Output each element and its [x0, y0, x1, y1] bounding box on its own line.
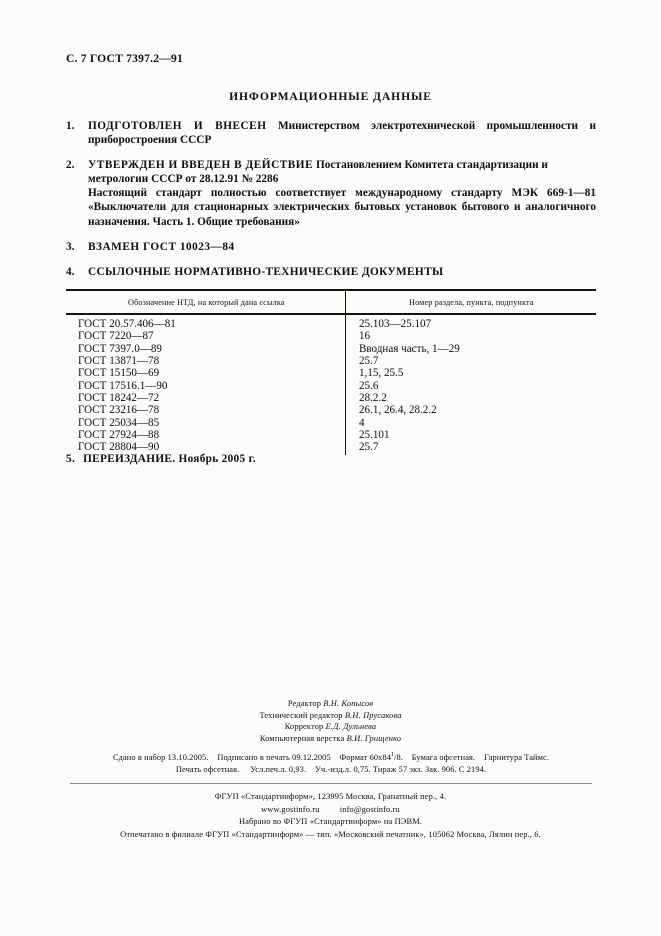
- table-cell-clause: 26.1, 26.4, 28.2.2: [359, 404, 437, 417]
- section-number: 5.: [66, 453, 76, 465]
- imprint-format: [340, 753, 403, 762]
- table-cell-clause: 4: [359, 416, 365, 429]
- table-column-documents: [66, 318, 345, 454]
- publisher-typeset-note: Набрано во ФГУП «Стандартинформ» на ПЭВМ.: [238, 817, 423, 827]
- table-cell-document: ГОСТ 28804—90: [78, 441, 160, 454]
- credit-person: В.Н. Прусакова: [344, 710, 402, 720]
- table-cell-document: ГОСТ 18242—72: [78, 392, 160, 405]
- table-cell-clause: 25.7: [359, 441, 379, 454]
- credit-line: [0, 721, 661, 733]
- credit-line: [0, 733, 661, 745]
- imprint-format-superscript: 1: [391, 752, 395, 759]
- running-head: С. 7 ГОСТ 7397.2—91: [66, 52, 183, 65]
- section-body: [88, 119, 596, 147]
- table-cell-clause: 28.2.2: [359, 392, 387, 405]
- section-extra-text: Настоящий стандарт полностью соответствует международному стандарту МЭК 669-1—81 «Выключатели для стационарных электрических бытовых установок бытового и аналогичного назначения. Часть 1. Общие требования»: [88, 187, 596, 228]
- table-column-divider: [345, 315, 346, 455]
- editorial-credits: [0, 698, 661, 744]
- imprint-format-suffix: /8.: [394, 753, 403, 762]
- table-header-row: [66, 291, 596, 315]
- table-cell-clause: 25.6: [359, 379, 379, 392]
- page-title: ИНФОРМАЦИОННЫЕ ДАННЫЕ: [229, 90, 432, 103]
- table-cell-clause: 25.7: [359, 355, 379, 368]
- section-lead: ПОДГОТОВЛЕН И ВНЕСЕН: [88, 120, 267, 132]
- column-header-document: Обозначение НТД, на который дана ссылка: [128, 298, 285, 307]
- credit-role: Корректор: [284, 722, 324, 732]
- table-cell-document: ГОСТ 20.57.406—81: [78, 318, 176, 330]
- table-cell-document: ГОСТ 13871—78: [78, 355, 160, 368]
- section-text: Министерством электротехнической промышленности и приборостроения СССР: [88, 120, 596, 147]
- section-replaces: [66, 240, 596, 254]
- section-lead: ВЗАМЕН ГОСТ 10023—84: [88, 240, 235, 253]
- informational-sections: [66, 119, 596, 290]
- section-reference-documents: [66, 265, 596, 279]
- section-prepared-by: [66, 119, 596, 147]
- publisher-email[interactable]: info@gostinfo.ru: [339, 804, 400, 814]
- table-cell-document: ГОСТ 25034—85: [78, 416, 160, 429]
- section-body: [88, 265, 596, 279]
- reference-documents-table: [66, 289, 596, 454]
- imprint-conventional-sheets: Усл.печ.л. 0,93.: [250, 765, 307, 775]
- imprint-typeset-date: Сдано в набор 13.10.2005.: [112, 753, 209, 762]
- section-text: Постановлением Комитета стандартизации и метрологии СССР от 28.12.91 № 2286: [88, 159, 548, 186]
- credit-line: [0, 698, 661, 710]
- credit-person: В.Н. Копысов: [323, 699, 374, 708]
- imprint-line-2: [66, 764, 596, 776]
- publisher-contacts: [40, 804, 621, 817]
- imprint-format-prefix: Формат 60x84: [339, 753, 392, 762]
- credit-role: Редактор: [287, 699, 322, 708]
- table-column-clauses: [345, 318, 592, 454]
- imprint-print-method: Печать офсетная.: [175, 765, 240, 775]
- section-number: 1.: [66, 120, 75, 132]
- publisher-printed-note: Отпечатано в филиале ФГУП «Стандартинформ» — тип. «Московский печатник», 105062 Москва, Лялин пер., 6.: [120, 829, 541, 839]
- table-body: [66, 315, 596, 454]
- table-cell-document: ГОСТ 23216—78: [78, 404, 160, 417]
- section-reissue: [66, 453, 256, 465]
- table-column-divider: [345, 291, 346, 313]
- section-number: 3.: [66, 240, 75, 253]
- publisher-block: [40, 791, 621, 841]
- table-cell-document: ГОСТ 15150—69: [78, 367, 160, 380]
- table-cell-document: ГОСТ 7397.0—89: [78, 342, 162, 355]
- credit-person: Е.Д. Дульнева: [325, 722, 377, 732]
- credit-person: В.И. Грищенко: [346, 733, 402, 743]
- column-header-clause: Номер раздела, пункта, подпункта: [409, 298, 534, 307]
- section-body: [88, 240, 596, 254]
- table-cell-clause: 25.101: [359, 429, 390, 442]
- table-cell-clause: 16: [359, 330, 371, 343]
- section-number: 4.: [66, 265, 75, 278]
- table-cell-clause: Вводная часть, 1—29: [359, 342, 460, 355]
- credit-line: [0, 710, 661, 722]
- section-text: ПЕРЕИЗДАНИЕ. Ноябрь 2005 г.: [83, 453, 256, 465]
- imprint-line-1: [66, 752, 596, 764]
- section-body: [88, 158, 596, 186]
- section-approved-by: [66, 158, 596, 228]
- publisher-address: ФГУП «Стандартинформ», 123995 Москва, Гранатный пер., 4.: [214, 792, 447, 801]
- table-cell-clause: 1,15, 25.5: [359, 367, 404, 380]
- table-cell-document: ГОСТ 7220—87: [78, 330, 154, 343]
- print-imprint: [66, 752, 596, 777]
- section-lead: ССЫЛОЧНЫЕ НОРМАТИВНО-ТЕХНИЧЕСКИЕ ДОКУМЕНТЫ: [88, 265, 444, 278]
- publisher-website[interactable]: www.gostinfo.ru: [261, 804, 320, 814]
- section-number: 2.: [66, 159, 75, 172]
- table-cell-document: ГОСТ 17516.1—90: [78, 379, 168, 392]
- imprint-typeface: Гарнитура Таймс.: [484, 753, 550, 762]
- imprint-edition-info: Уч.-изд.л. 0,75. Тираж 57 экз. Зак. 906. С 2194.: [314, 765, 487, 775]
- imprint-print-date: Подписано в печать 09.12.2005: [217, 753, 331, 762]
- imprint-paper: Бумага офсетная.: [411, 753, 476, 762]
- footer-divider: [70, 783, 592, 784]
- table-cell-clause: 25.103—25.107: [359, 318, 432, 330]
- table-cell-document: ГОСТ 27924—88: [78, 429, 160, 442]
- credit-role: Компьютерная верстка: [259, 733, 345, 743]
- section-lead: УТВЕРЖДЕН И ВВЕДЕН В ДЕЙСТВИЕ: [88, 159, 314, 172]
- credit-role: Технический редактор: [259, 710, 343, 720]
